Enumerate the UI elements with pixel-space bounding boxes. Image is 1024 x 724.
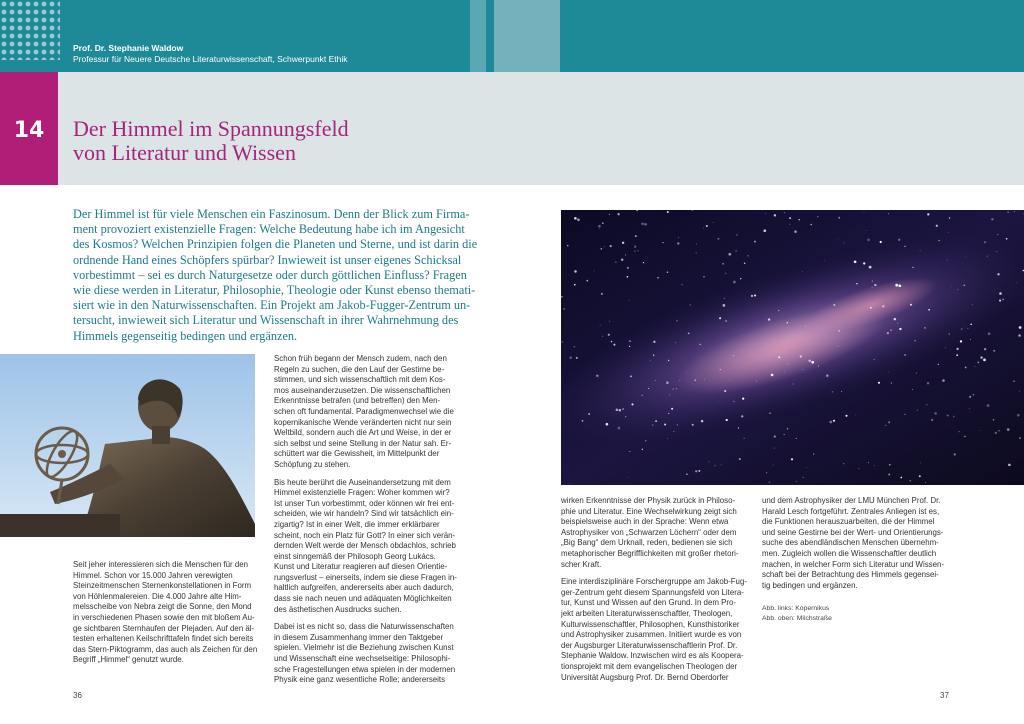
- text-line: und Wissenschaft eine wechselseitige: Philosophi-: [274, 654, 451, 664]
- text-line: dernden Welt werde der Mensch obdachlos, schrieb: [274, 541, 456, 551]
- kopernikus-statue-image: [0, 354, 255, 537]
- chapter-number: 14: [13, 118, 45, 143]
- text-line: kopernikanische Wende veränderten nicht nur sein: [274, 417, 452, 427]
- text-line: von Höhlenmalereien. Die 4.000 Jahre alte Him-: [73, 591, 242, 601]
- text-line: Eine interdisziplinäre Forschergruppe am Jakob-Fug-: [561, 577, 747, 587]
- text-line: wirken Erkenntnisse der Physik zurück in Philoso-: [561, 496, 736, 505]
- text-line: testen erhaltenen Keilschrifttafeln findet sich bereits: [73, 634, 254, 644]
- text-line: Universität Augsburg Prof. Dr. Bernd Oberdorfer: [561, 672, 729, 682]
- text-line: Himmels gegenseitig bedingen und ergänzen.: [73, 328, 298, 343]
- text-line: tionsprojekt mit dem evangelischen Theologen der: [561, 661, 738, 671]
- text-line: tur, Kunst und Wissen auf den Grund. In dem Pro-: [561, 598, 736, 608]
- text-line: Stephanie Waldow. Inzwischen wird es als Koopera-: [561, 651, 744, 661]
- text-line: haltlich aufgreifen, andererseits aber auch dadurch,: [274, 583, 454, 593]
- text-line: melsscheibe von Nebra zeigt die Sonne, den Mond: [73, 602, 252, 612]
- text-line: scher Kraft.: [561, 559, 602, 569]
- text-line: machen, in welcher Form sich Literatur und Wissen-: [762, 559, 944, 569]
- text-line: Seit jeher interessieren sich die Menschen für den: [73, 560, 249, 569]
- text-line: phie und Literatur. Eine Wechselwirkung zeigt sich: [561, 506, 737, 516]
- milky-way-image: [561, 210, 1024, 485]
- text-line: ment provoziert existenzielle Fragen: Welche Bedeutung habe ich im Angesicht: [73, 222, 465, 237]
- text-line: Steinzeitmenschen Sternenkonstellationen in Form: [73, 581, 252, 591]
- text-line: in verschiedenen Phasen sowie den mit bloßem Au-: [73, 612, 255, 622]
- caption-top: Abb. oben: Milchstraße: [762, 615, 832, 622]
- text-line: Schöpfung zu stehen.: [274, 459, 351, 469]
- text-line: Harald Lesch fortgeführt. Zentrales Anliegen ist es,: [762, 506, 940, 516]
- text-line: dass sie nach neuen und adäquaten Möglichkeiten: [274, 594, 452, 604]
- text-line: schen oft fundamental. Paradigmenwechsel wie die: [274, 406, 454, 416]
- text-line: Himmel existenzielle Fragen: Woher kommen wir?: [274, 488, 450, 498]
- text-line: zigartig? Ist in einer Welt, die immer erklärbarer: [274, 519, 440, 529]
- text-line: jekt arbeiten Literaturwissenschaftler, Theologen,: [561, 608, 733, 618]
- text-line: spielen. Vielmehr ist die Beziehung zwischen Kunst: [274, 643, 454, 653]
- text-line: Weltbild, sondern auch die Art und Weise, in der er: [274, 428, 452, 438]
- text-line: in diesem Zusammenhang immer den Taktgeber: [274, 632, 444, 642]
- text-line: wie diese werden in Literatur, Philosophie, Theologie oder Kunst ebenso themati-: [73, 283, 476, 298]
- text-line: siert wie in den Naturwissenschaften. Ein Projekt am Jakob-Fugger-Zentrum un-: [73, 298, 471, 313]
- caption-left: Abb. links: Kopernikus: [762, 605, 830, 612]
- text-line: schaft bei der Betrachtung des Himmels gegensei-: [762, 570, 939, 580]
- text-line: und seine Gestirne bei der Wert- und Orientierungs-: [762, 527, 944, 537]
- page-title: [73, 117, 349, 165]
- header-stripe: [494, 0, 560, 72]
- text-line: Der Himmel ist für viele Menschen ein Faszinosum. Denn der Blick zum Firma-: [73, 207, 470, 221]
- text-line: ge sichtbaren Sternhaufen der Plejaden. Auf den äl-: [73, 623, 255, 633]
- image-captions: [762, 604, 832, 624]
- text-line: die Funktionen herauszuarbeiten, die der Himmel: [762, 517, 935, 527]
- page-number-right: 37: [940, 691, 949, 700]
- text-line: einst sinngemäß der Philosoph Georg Lukács.: [274, 551, 436, 561]
- text-line: scheint, noch ein Platz für Gott? In einer sich verän-: [274, 530, 456, 540]
- text-line: suche des abendländischen Menschen übernehm-: [762, 538, 939, 548]
- text-line: men. Zugleich wollen die Wissenschaftler deutlich: [762, 548, 937, 558]
- text-line: Kulturwissenschaftler, Philosophen, Kunsthistoriker: [561, 619, 740, 629]
- text-line: rungsverlust – einerseits, indem sie diese Fragen in-: [274, 572, 457, 582]
- text-line: sche Fragestellungen etwa spielen in der modernen: [274, 664, 456, 674]
- text-line: der Augsburger Literaturwissenschaftlerin Prof. Dr.: [561, 640, 738, 650]
- text-line: beispielsweise auch in der Sprache: Wenn etwa: [561, 517, 729, 527]
- text-line: und dem Astrophysiker der LMU München Prof. Dr.: [762, 496, 941, 505]
- text-line: Physik eine ganz wesentliche Rolle; andererseits: [274, 675, 446, 685]
- author-name: Prof. Dr. Stephanie Waldow: [73, 43, 184, 53]
- text-line: tersucht, inwieweit sich Literatur und Wissenschaft in ihrer Wahrnehmung des: [73, 313, 459, 328]
- title-line: von Literatur und Wissen: [73, 140, 296, 165]
- text-line: „Big Bang“ dem Urknall, reden, bedienen sie sich: [561, 538, 733, 548]
- text-line: Dabei ist es nicht so, dass die Naturwissenschaften: [274, 622, 454, 632]
- text-line: Ist unser Tun vorbestimmt, oder können wir frei ent-: [274, 498, 455, 508]
- text-line: Schon früh begann der Mensch zudem, nach den: [274, 354, 447, 363]
- text-line: ger-Zentrum geht diesem Spannungsfeld von Litera-: [561, 587, 744, 597]
- text-line: metaphorischer Begrifflichkeiten mit großer rhetori-: [561, 548, 739, 558]
- text-line: sich selbst und seine Stellung in der Natur sah. Er-: [274, 438, 452, 448]
- lead-paragraph: [73, 207, 478, 344]
- text-line: mos auseinanderzusetzen. Die wissenschaftlichen: [274, 385, 451, 395]
- text-line: vorbestimmt – sei es durch Naturgesetze oder durch göttlichen Einfluss? Fragen: [73, 267, 467, 282]
- dot-pattern: [0, 0, 60, 60]
- author-block: [73, 43, 348, 65]
- author-position: Professur für Neuere Deutsche Literaturwissenschaft, Schwerpunkt Ethik: [73, 54, 348, 64]
- page-number-left: 36: [73, 691, 82, 700]
- text-column-2: [274, 354, 457, 686]
- text-column-4: [762, 496, 944, 591]
- text-line: des ästhetischen Ausdrucks suchen.: [274, 604, 402, 614]
- text-column-3: [561, 496, 747, 683]
- header-stripe: [470, 0, 486, 72]
- text-line: schüttert war die Gewissheit, im Mittelpunkt der: [274, 449, 440, 459]
- text-line: Erkenntnisse betrafen (und betreffen) den Men-: [274, 396, 441, 406]
- text-line: des Kosmos? Welchen Prinzipien folgen die Planeten und Sterne, und ist darin die: [73, 237, 478, 252]
- text-line: Astrophysiker von „Schwarzen Löchern“ oder dem: [561, 527, 737, 537]
- text-line: Himmel. Schon vor 15.000 Jahren verewigten: [73, 570, 233, 580]
- text-line: Regeln zu suchen, die den Lauf der Gestirne be-: [274, 364, 445, 374]
- text-line: stimmen, und sich wissenschaftlich mit dem Kos-: [274, 375, 446, 385]
- text-line: und Astrophysiker zusammen. Initiiert wurde es von: [561, 630, 742, 640]
- text-line: das Stern-Piktogramm, das auch als Zeichen für den: [73, 644, 258, 654]
- text-line: Bis heute berührt die Auseinandersetzung mit dem: [274, 477, 451, 487]
- text-line: ordnende Hand eines Schöpfers spürbar? Inwieweit ist unser eigenes Schicksal: [73, 252, 462, 267]
- text-line: scheiden, wie wir handeln? Sind wir tatsächlich ein-: [274, 509, 454, 519]
- title-line: Der Himmel im Spannungsfeld: [73, 116, 349, 141]
- text-line: Kunst und Literatur reagieren auf diesen Orientie-: [274, 562, 448, 572]
- text-line: Begriff „Himmel“ genutzt wurde.: [73, 655, 184, 665]
- text-line: tig bedingen und ergänzen.: [762, 580, 858, 590]
- text-column-1: [73, 560, 257, 666]
